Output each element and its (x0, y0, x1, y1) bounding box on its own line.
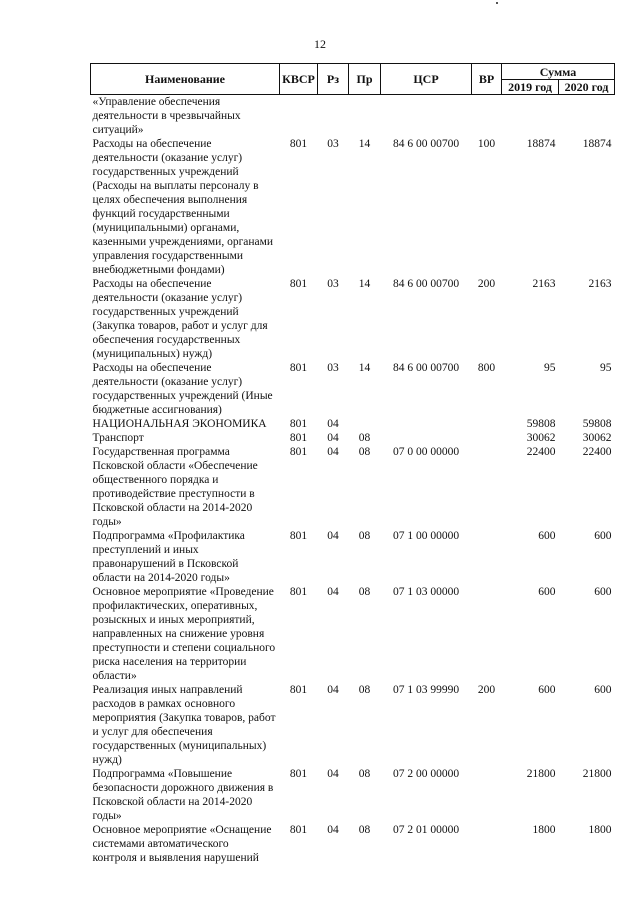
cell-y2019: 59808 (526, 418, 556, 430)
cell-vr (472, 417, 502, 431)
cell-name: Реализация иных направлений расходов в рамках основного мероприятия (Закупка товаров, работ и услуг для обеспечения государственных (муниципальных) нужд) (92, 684, 276, 766)
cell-rz: 04 (327, 684, 339, 696)
cell-kvsr: 801 (289, 768, 308, 780)
cell-name: Расходы на обеспечение деятельности (оказание услуг) государственных учреждений (Иные бюджетные ассигнования) (92, 362, 273, 416)
cell-y2020: 95 (600, 362, 612, 374)
cell-name: Основное мероприятие «Оснащение системами автоматического контроля и выявления нарушений (92, 824, 272, 864)
cell-y2020: 30062 (582, 432, 612, 444)
cell-pr: 08 (358, 530, 371, 542)
cell-vr: 200 (477, 684, 496, 696)
cell-pr: 14 (358, 278, 371, 290)
cell-pr: 08 (358, 446, 371, 458)
cell-rz: 03 (327, 362, 339, 374)
cell-csr: 07 1 03 00000 (392, 586, 460, 598)
cell-y2020: 600 (594, 586, 612, 598)
cell-rz: 04 (327, 446, 339, 458)
cell-rz (318, 95, 349, 138)
header-csr: ЦСР (381, 64, 472, 95)
cell-csr (381, 431, 472, 445)
table-row (91, 683, 615, 767)
cell-kvsr: 801 (289, 278, 308, 290)
cell-rz: 04 (327, 432, 339, 444)
cell-vr: 200 (477, 278, 496, 290)
cell-pr (349, 417, 381, 431)
cell-y2019: 18874 (526, 138, 556, 150)
cell-y2020: 22400 (582, 446, 612, 458)
budget-table (90, 63, 615, 865)
cell-csr: 84 6 00 00700 (392, 138, 460, 150)
table-row (91, 823, 615, 865)
cell-kvsr: 801 (289, 684, 308, 696)
cell-vr (472, 431, 502, 445)
cell-y2019: 600 (538, 684, 556, 696)
header-sum: Сумма (502, 64, 615, 80)
cell-name: Основное мероприятие «Проведение профилактических, оперативных, розыскных и иных мероприятий, направленных на снижение уровня преступности и степени социального риска населения на территории области» (92, 586, 276, 682)
cell-vr: 100 (477, 138, 496, 150)
cell-csr: 07 2 00 00000 (392, 768, 460, 780)
cell-kvsr: 801 (289, 586, 308, 598)
cell-y2020: 600 (594, 530, 612, 542)
cell-kvsr: 801 (289, 432, 308, 444)
cell-y2020: 59808 (582, 418, 612, 430)
cell-y2019 (502, 95, 559, 138)
table-row (91, 585, 615, 683)
table-row (91, 445, 615, 529)
cell-pr: 08 (358, 684, 371, 696)
cell-kvsr: 801 (289, 824, 308, 836)
cell-csr: 07 0 00 00000 (392, 446, 460, 458)
cell-rz: 04 (327, 530, 339, 542)
cell-y2019: 600 (538, 586, 556, 598)
cell-rz: 04 (327, 768, 339, 780)
cell-csr: 84 6 00 00700 (392, 278, 460, 290)
cell-y2020: 1800 (588, 824, 612, 836)
cell-pr: 08 (358, 586, 371, 598)
cell-vr: 800 (477, 362, 496, 374)
cell-csr: 07 2 01 00000 (392, 824, 460, 836)
cell-y2019: 30062 (526, 432, 556, 444)
cell-y2019: 21800 (526, 768, 556, 780)
table-row (91, 417, 615, 431)
cell-name: Государственная программа Псковской области «Обеспечение общественного порядка и противодействие преступности в Псковской области на 2014-2020 годы» (92, 446, 258, 528)
page-number: 12 (314, 37, 326, 51)
cell-y2019: 22400 (526, 446, 556, 458)
cell-vr (472, 823, 502, 865)
cell-kvsr: 801 (289, 362, 308, 374)
cell-y2020: 600 (594, 684, 612, 696)
cell-kvsr: 801 (289, 530, 308, 542)
cell-name: Расходы на обеспечение деятельности (оказание услуг) государственных учреждений (Закупка товаров, работ и услуг для обеспечения государственных (муниципальных) нужд) (92, 278, 268, 360)
cell-kvsr: 801 (289, 418, 308, 430)
header-kvsr: КВСР (280, 64, 318, 95)
cell-vr (472, 767, 502, 823)
cell-pr: 14 (358, 138, 371, 150)
header-vr: ВР (472, 64, 502, 95)
cell-name: «Управление обеспечения деятельности в чрезвычайных ситуаций» (92, 96, 241, 136)
cell-y2020 (559, 95, 615, 138)
cell-vr (472, 445, 502, 529)
cell-csr: 07 1 03 99990 (392, 684, 460, 696)
cell-y2020: 21800 (582, 768, 612, 780)
cell-rz: 04 (327, 418, 339, 430)
cell-pr: 08 (358, 824, 371, 836)
table-row (91, 361, 615, 417)
cell-y2019: 1800 (532, 824, 556, 836)
table-row (91, 137, 615, 277)
cell-y2020: 2163 (588, 278, 612, 290)
table-row (91, 529, 615, 585)
cell-y2019: 95 (544, 362, 556, 374)
cell-pr: 14 (358, 362, 371, 374)
header-name: Наименование (91, 64, 280, 95)
table-row (91, 277, 615, 361)
header-2019: 2019 год (502, 80, 559, 95)
cell-rz: 04 (327, 586, 339, 598)
cell-rz: 03 (327, 138, 339, 150)
cell-y2020: 18874 (582, 138, 612, 150)
cell-rz: 03 (327, 278, 339, 290)
cell-vr (472, 95, 502, 138)
cell-csr: 07 1 00 00000 (392, 530, 460, 542)
cell-kvsr (280, 95, 318, 138)
header-2020: 2020 год (559, 80, 615, 95)
table-row (91, 767, 615, 823)
cell-pr: 08 (358, 768, 371, 780)
cell-pr (349, 95, 381, 138)
table-row (91, 95, 615, 138)
cell-csr (381, 417, 472, 431)
cell-vr (472, 585, 502, 683)
cell-csr (381, 95, 472, 138)
cell-name: Подпрограмма «Повышение безопасности дорожного движения в Псковской области на 2014-2020 годы» (92, 768, 274, 822)
cell-csr: 84 6 00 00700 (392, 362, 460, 374)
cell-kvsr: 801 (289, 446, 308, 458)
cell-vr (472, 529, 502, 585)
cell-name: Транспорт (92, 432, 144, 444)
cell-kvsr: 801 (289, 138, 308, 150)
table-row (91, 431, 615, 445)
cell-name: НАЦИОНАЛЬНАЯ ЭКОНОМИКА (92, 418, 267, 430)
cell-y2019: 600 (538, 530, 556, 542)
table-body (91, 95, 615, 866)
header-rz: Рз (318, 64, 349, 95)
cell-pr: 08 (358, 432, 371, 444)
cell-rz: 04 (327, 824, 339, 836)
cell-name: Подпрограмма «Профилактика преступлений и иных правонарушений в Псковской области на 2014-2020 годы» (92, 530, 245, 584)
cell-name: Расходы на обеспечение деятельности (оказание услуг) государственных учреждений (Расходы на выплаты персоналу в целях обеспечения выполнения функций государственными (муниципальными) органами, казенными учреждениями, органами управления государственными внебюджетными фондами) (92, 138, 274, 276)
scan-speck (496, 2, 498, 4)
cell-y2019: 2163 (532, 278, 556, 290)
header-pr: Пр (349, 64, 381, 95)
